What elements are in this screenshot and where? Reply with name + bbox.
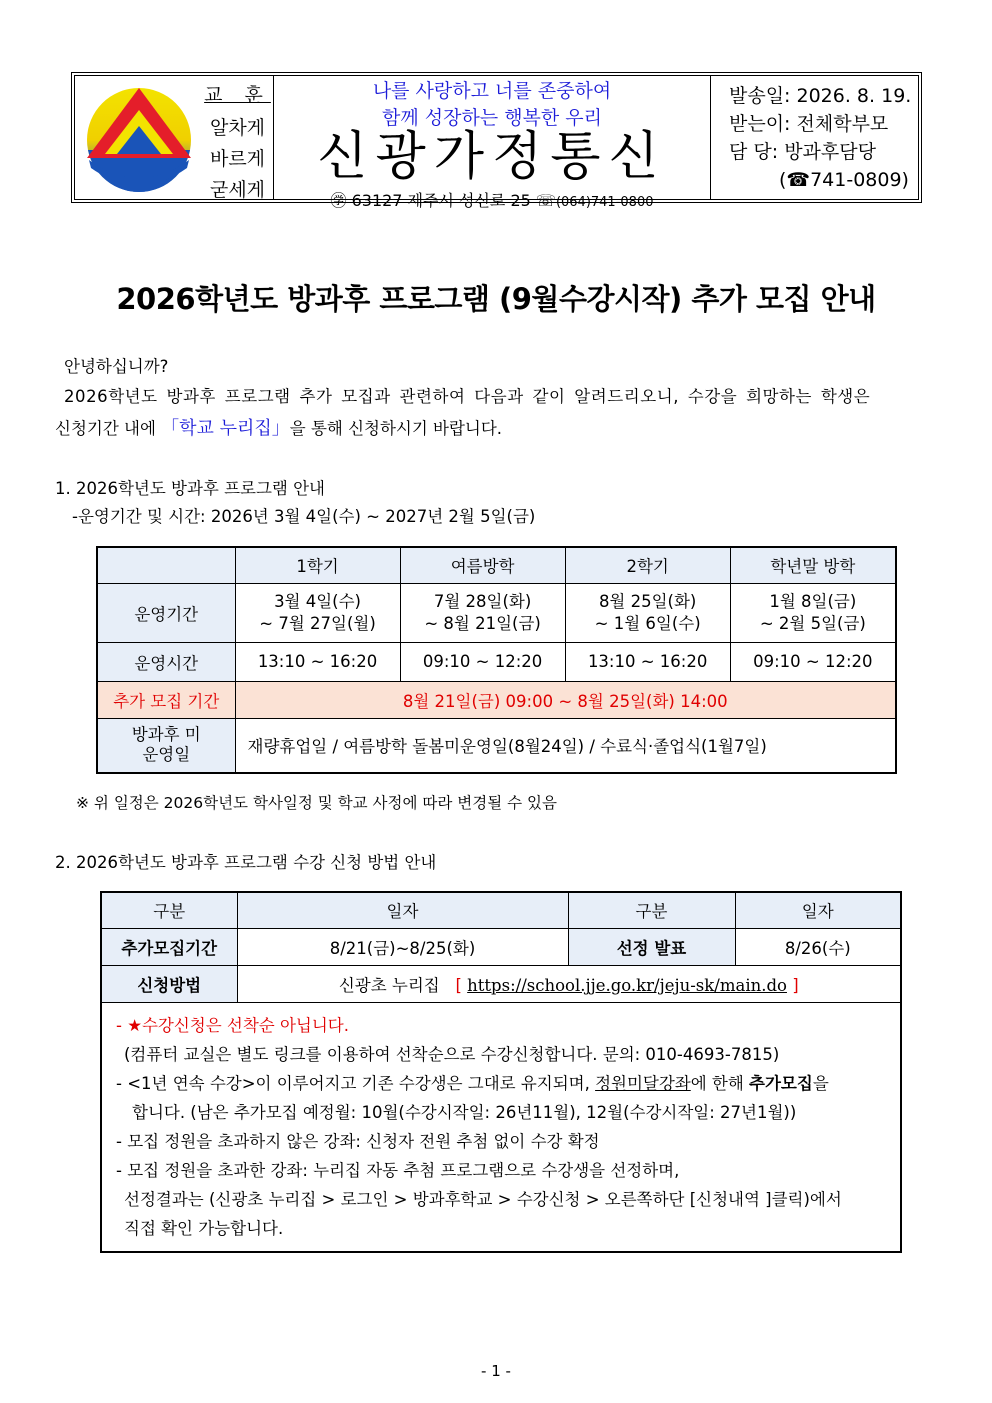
note-text: 추가모집 [749, 1073, 813, 1093]
label-line: 운영일 [142, 745, 191, 765]
note-text: 을 [812, 1073, 829, 1093]
table-cell: 13:10 ~ 16:20 [235, 642, 400, 681]
table-header-row [101, 892, 901, 928]
cell-line: 7월 28일(화) [433, 591, 532, 611]
school-motto [202, 76, 274, 199]
intro-text: 신청기간 내에 [55, 419, 162, 438]
method-text: 신광초 누리집 [338, 975, 440, 995]
table-cell [237, 965, 901, 1002]
column-header: 구분 [568, 892, 735, 928]
table-cell [730, 583, 896, 642]
send-date: 발송일: 2026. 8. 19. [729, 85, 912, 107]
newsletter-meta [711, 76, 918, 199]
extra-recruit-period: 8월 21일(금) 09:00 ~ 8월 25일(화) 14:00 [235, 681, 896, 718]
cell-line: ~ 2월 5일(금) [759, 613, 866, 633]
notes-row [101, 1002, 901, 1252]
row-label: 선정 발표 [568, 928, 735, 965]
motto-line: 알차게 [209, 117, 266, 139]
motto-line: 굳세게 [209, 179, 266, 201]
greeting: 안녕하십니까? [64, 357, 169, 376]
note-line: (컴퓨터 교실은 별도 링크를 이용하여 선착순으로 수강신청합니다. 문의: 010-4693-7815) [124, 1044, 780, 1064]
row-label: 운영시간 [97, 642, 235, 681]
note-line: - 모집 정원을 초과한 강좌: 누리집 자동 추첨 프로그램으로 수강생을 선정하며, [116, 1160, 680, 1180]
schedule-note: ※ 위 일정은 2026학년도 학사일정 및 학교 사정에 따라 변경될 수 있음 [76, 794, 557, 812]
note-text: - <1년 연속 수강>이 이루어지고 기존 수강생은 그대로 유지되며, [116, 1073, 596, 1093]
intro-line-1: 2026학년도 방과후 프로그램 추가 모집과 관련하여 다음과 같이 알려드리오니, 수강을 희망하는 학생은 [64, 387, 871, 406]
slogan-line: 나를 사랑하고 너를 존중하여 [372, 80, 612, 102]
cell-line: 1월 8일(금) [769, 591, 857, 611]
column-header: 학년말 방학 [730, 547, 896, 583]
row-label: 신청방법 [101, 965, 237, 1002]
table-row-highlight [97, 681, 896, 718]
table-row [101, 965, 901, 1002]
operating-period: -운영기간 및 시간: 2026년 3월 4일(수) ~ 2027년 2월 5일(금) [72, 507, 536, 526]
manager-phone: (☎741-0809) [779, 169, 909, 191]
school-address [274, 188, 710, 211]
newsletter-header [71, 72, 922, 210]
school-website-link[interactable]: https://school.jje.go.kr/jeju-sk/main.do [467, 975, 787, 995]
note-line: - ★수강신청은 선착순 아닙니다. [116, 1015, 349, 1035]
schedule-table [96, 546, 897, 774]
table-row [101, 928, 901, 965]
row-label [97, 718, 235, 773]
cell-line: ~ 7월 27일(월) [259, 613, 376, 633]
column-header: 일자 [237, 892, 568, 928]
note-line: 직접 확인 가능합니다. [124, 1218, 284, 1238]
row-label: 추가모집기간 [101, 928, 237, 965]
cell-line: 8월 25일(화) [598, 591, 697, 611]
note-line: 선정결과는 (신광초 누리집 > 로그인 > 방과후학교 > 수강신청 > 오른쪽하단 [신청내역 ]클릭)에서 [124, 1189, 842, 1209]
column-header: 2학기 [565, 547, 730, 583]
address-text: ㊫ 63127 제주시 성신로 25 ☏ [330, 191, 556, 210]
cell-line: ~ 8월 21일(금) [424, 613, 541, 633]
cell-line: ~ 1월 6일(수) [594, 613, 701, 633]
label-line: 방과후 미 [131, 725, 201, 745]
application-table [100, 891, 902, 1253]
section-1-heading: 1. 2026학년도 방과후 프로그램 안내 [55, 479, 325, 498]
row-label: 추가 모집 기간 [97, 681, 235, 718]
table-row [97, 642, 896, 681]
section-2-heading: 2. 2026학년도 방과후 프로그램 수강 신청 방법 안내 [55, 853, 437, 872]
manager: 담 당: 방과후담당 [729, 141, 876, 163]
newsletter-name: 신광가정통신 [317, 127, 667, 187]
table-cell: 재량휴업일 / 여름방학 돌봄미운영일(8월24일) / 수료식·졸업식(1월7일) [235, 718, 896, 773]
column-header: 구분 [101, 892, 237, 928]
column-header: 여름방학 [400, 547, 565, 583]
note-text: 에 한해 [690, 1073, 750, 1093]
table-cell: 09:10 ~ 12:20 [400, 642, 565, 681]
table-cell [565, 583, 730, 642]
intro-line-2 [55, 418, 502, 440]
table-row [97, 583, 896, 642]
table-cell: 8/26(수) [735, 928, 901, 965]
motto-title: 교 훈 [204, 84, 271, 106]
school-logo [75, 76, 202, 199]
bracket: ] [792, 975, 799, 995]
note-line: 합니다. (남은 추가모집 예정월: 10월(수강시작일: 26년11월), 12월(수강시작일: 27년1월)) [132, 1102, 797, 1122]
table-cell: 13:10 ~ 16:20 [565, 642, 730, 681]
row-label: 운영기간 [97, 583, 235, 642]
table-corner [97, 547, 235, 583]
bracket: [ [455, 975, 462, 995]
note-line [116, 1069, 890, 1098]
column-header: 1학기 [235, 547, 400, 583]
table-row [97, 718, 896, 773]
school-website-ref: 「학교 누리집」 [161, 418, 290, 439]
motto-line: 바르게 [209, 148, 266, 170]
school-emblem-icon [75, 76, 202, 199]
column-header: 일자 [735, 892, 901, 928]
table-cell: 8/21(금)~8/25(화) [237, 928, 568, 965]
note-line: - 모집 정원을 초과하지 않은 강좌: 신청자 전원 추첨 없이 수강 확정 [116, 1131, 600, 1151]
school-phone: (064)741-0800 [555, 195, 654, 210]
newsletter-masthead [274, 76, 711, 210]
slogan-line: 함께 성장하는 행복한 우리 [381, 107, 602, 129]
cell-line: 3월 4일(수) [274, 591, 361, 611]
intro-text: 을 통해 신청하시기 바랍니다. [289, 419, 503, 438]
page-number: - 1 - [481, 1362, 511, 1380]
recipient: 받는이: 전체학부모 [729, 113, 889, 135]
table-header-row [97, 547, 896, 583]
table-cell: 09:10 ~ 12:20 [730, 642, 896, 681]
note-text: 정원미달강좌 [595, 1073, 691, 1093]
application-notes [101, 1002, 901, 1252]
table-cell [235, 583, 400, 642]
table-cell [400, 583, 565, 642]
document-title: 2026학년도 방과후 프로그램 (9월수강시작) 추가 모집 안내 [116, 282, 876, 316]
